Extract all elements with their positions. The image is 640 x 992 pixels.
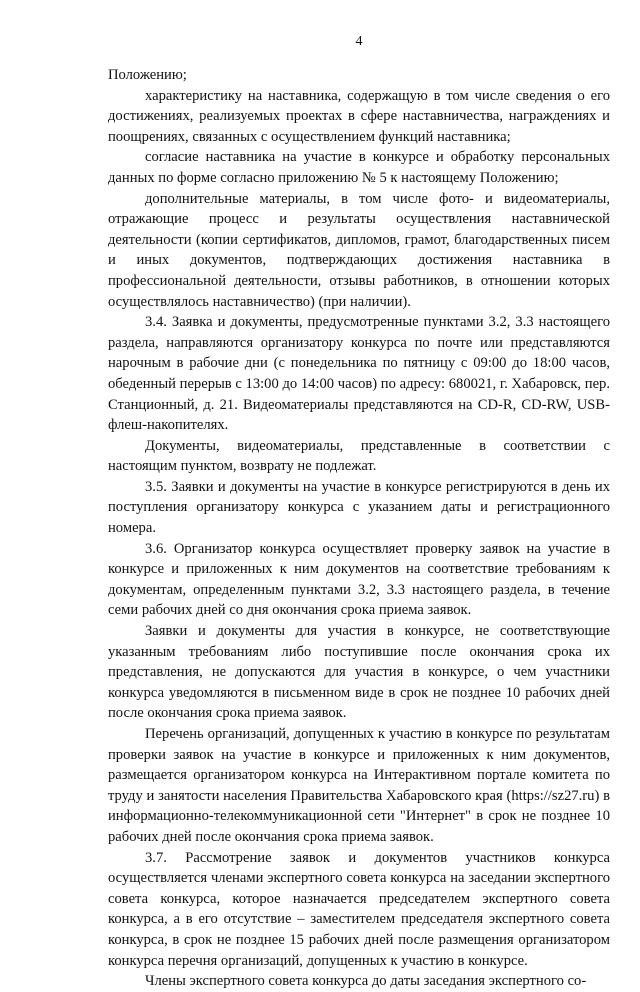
paragraph-3-4: 3.4. Заявка и документы, предусмотренные пунктами 3.2, 3.3 настоящего раздела, направляются организатору конкурса по почте или представляются нарочным в рабочие дни (с понедельника по пятницу с 09:00 до 18:00 часов, обеденный перерыв с 13:00 до 14:00 часов) по адресу: 680021, г. Хабаровск, пер. Станционный, д. 21. Видеоматериалы представляются на CD-R, CD-RW, USB-флеш-накопителях. [108,314,610,434]
document-body [108,65,610,992]
paragraph-expert-council: Члены экспертного совета конкурса до даты заседания экспертного со- [145,973,587,990]
paragraph-3-6: 3.6. Организатор конкурса осуществляет проверку заявок на участие в конкурсе и приложенных к ним документов на соответствие требованиям к документам, определенным пунктами 3.2, 3.3 настоящего раздела, в течение семи рабочих дней со дня окончания срока приема заявок. [108,540,610,619]
page-number: 4 [355,34,363,49]
paragraph-mentor-characteristic: характеристику на наставника, содержащую в том числе сведения о его достижениях, реализуемых проектах в сфере наставничества, награждениях и поощрениях, связанных с осуществлением функций наставника; [108,87,610,145]
paragraph-rejected-applications: Заявки и документы для участия в конкурсе, не соответствующие указанным требованиям либо поступившие после окончания срока их представления, не допускаются для участия в конкурсе, о чем участники конкурса уведомляются в письменном виде в срок не позднее 10 рабочих дней после окончания срока приема заявок. [108,623,610,722]
paragraph-documents-not-returned: Документы, видеоматериалы, представленные в соответствии с настоящим пунктом, возврату не подлежат. [108,437,610,475]
paragraph-3-5: 3.5. Заявки и документы на участие в конкурсе регистрируются в день их поступления организатору конкурса с указанием даты и регистрационного номера. [108,478,610,537]
paragraph-continuation: Положению; [108,67,187,83]
paragraph-admitted-list: Перечень организаций, допущенных к участию в конкурсе по результатам проверки заявок на участие в конкурсе и приложенных к ним документов, размещается организатором конкурса на Интерактивном портале комитета по труду и занятости населения Правительства Хабаровского края (https://sz27.ru) в информационно-телекоммуникационной сети "Интернет" в срок не позднее 10 рабочих дней после окончания срока приема заявок. [108,726,610,845]
paragraph-3-7: 3.7. Рассмотрение заявок и документов участников конкурса осуществляется членами экспертного совета конкурса на заседании экспертного совета конкурса, которое назначается председателем экспертного совета конкурса, а в его отсутствие – заместителем председателя экспертного совета конкурса, в срок не позднее 15 рабочих дней после размещения организатором конкурса перечня организаций, допущенных к участию в конкурсе. [108,849,610,969]
paragraph-consent: согласие наставника на участие в конкурсе и обработку персональных данных по форме согласно приложению № 5 к настоящему Положению; [108,149,610,186]
paragraph-additional-materials: дополнительные материалы, в том числе фото- и видеоматериалы, отражающие процесс и результаты осуществления наставнической деятельности (копии сертификатов, дипломов, грамот, благодарственных писем и иных документов, подтверждающих достижения наставника в профессиональной деятельности, отзывы работников, в отношении которых осуществлялось наставничество) (при наличии). [108,190,610,310]
